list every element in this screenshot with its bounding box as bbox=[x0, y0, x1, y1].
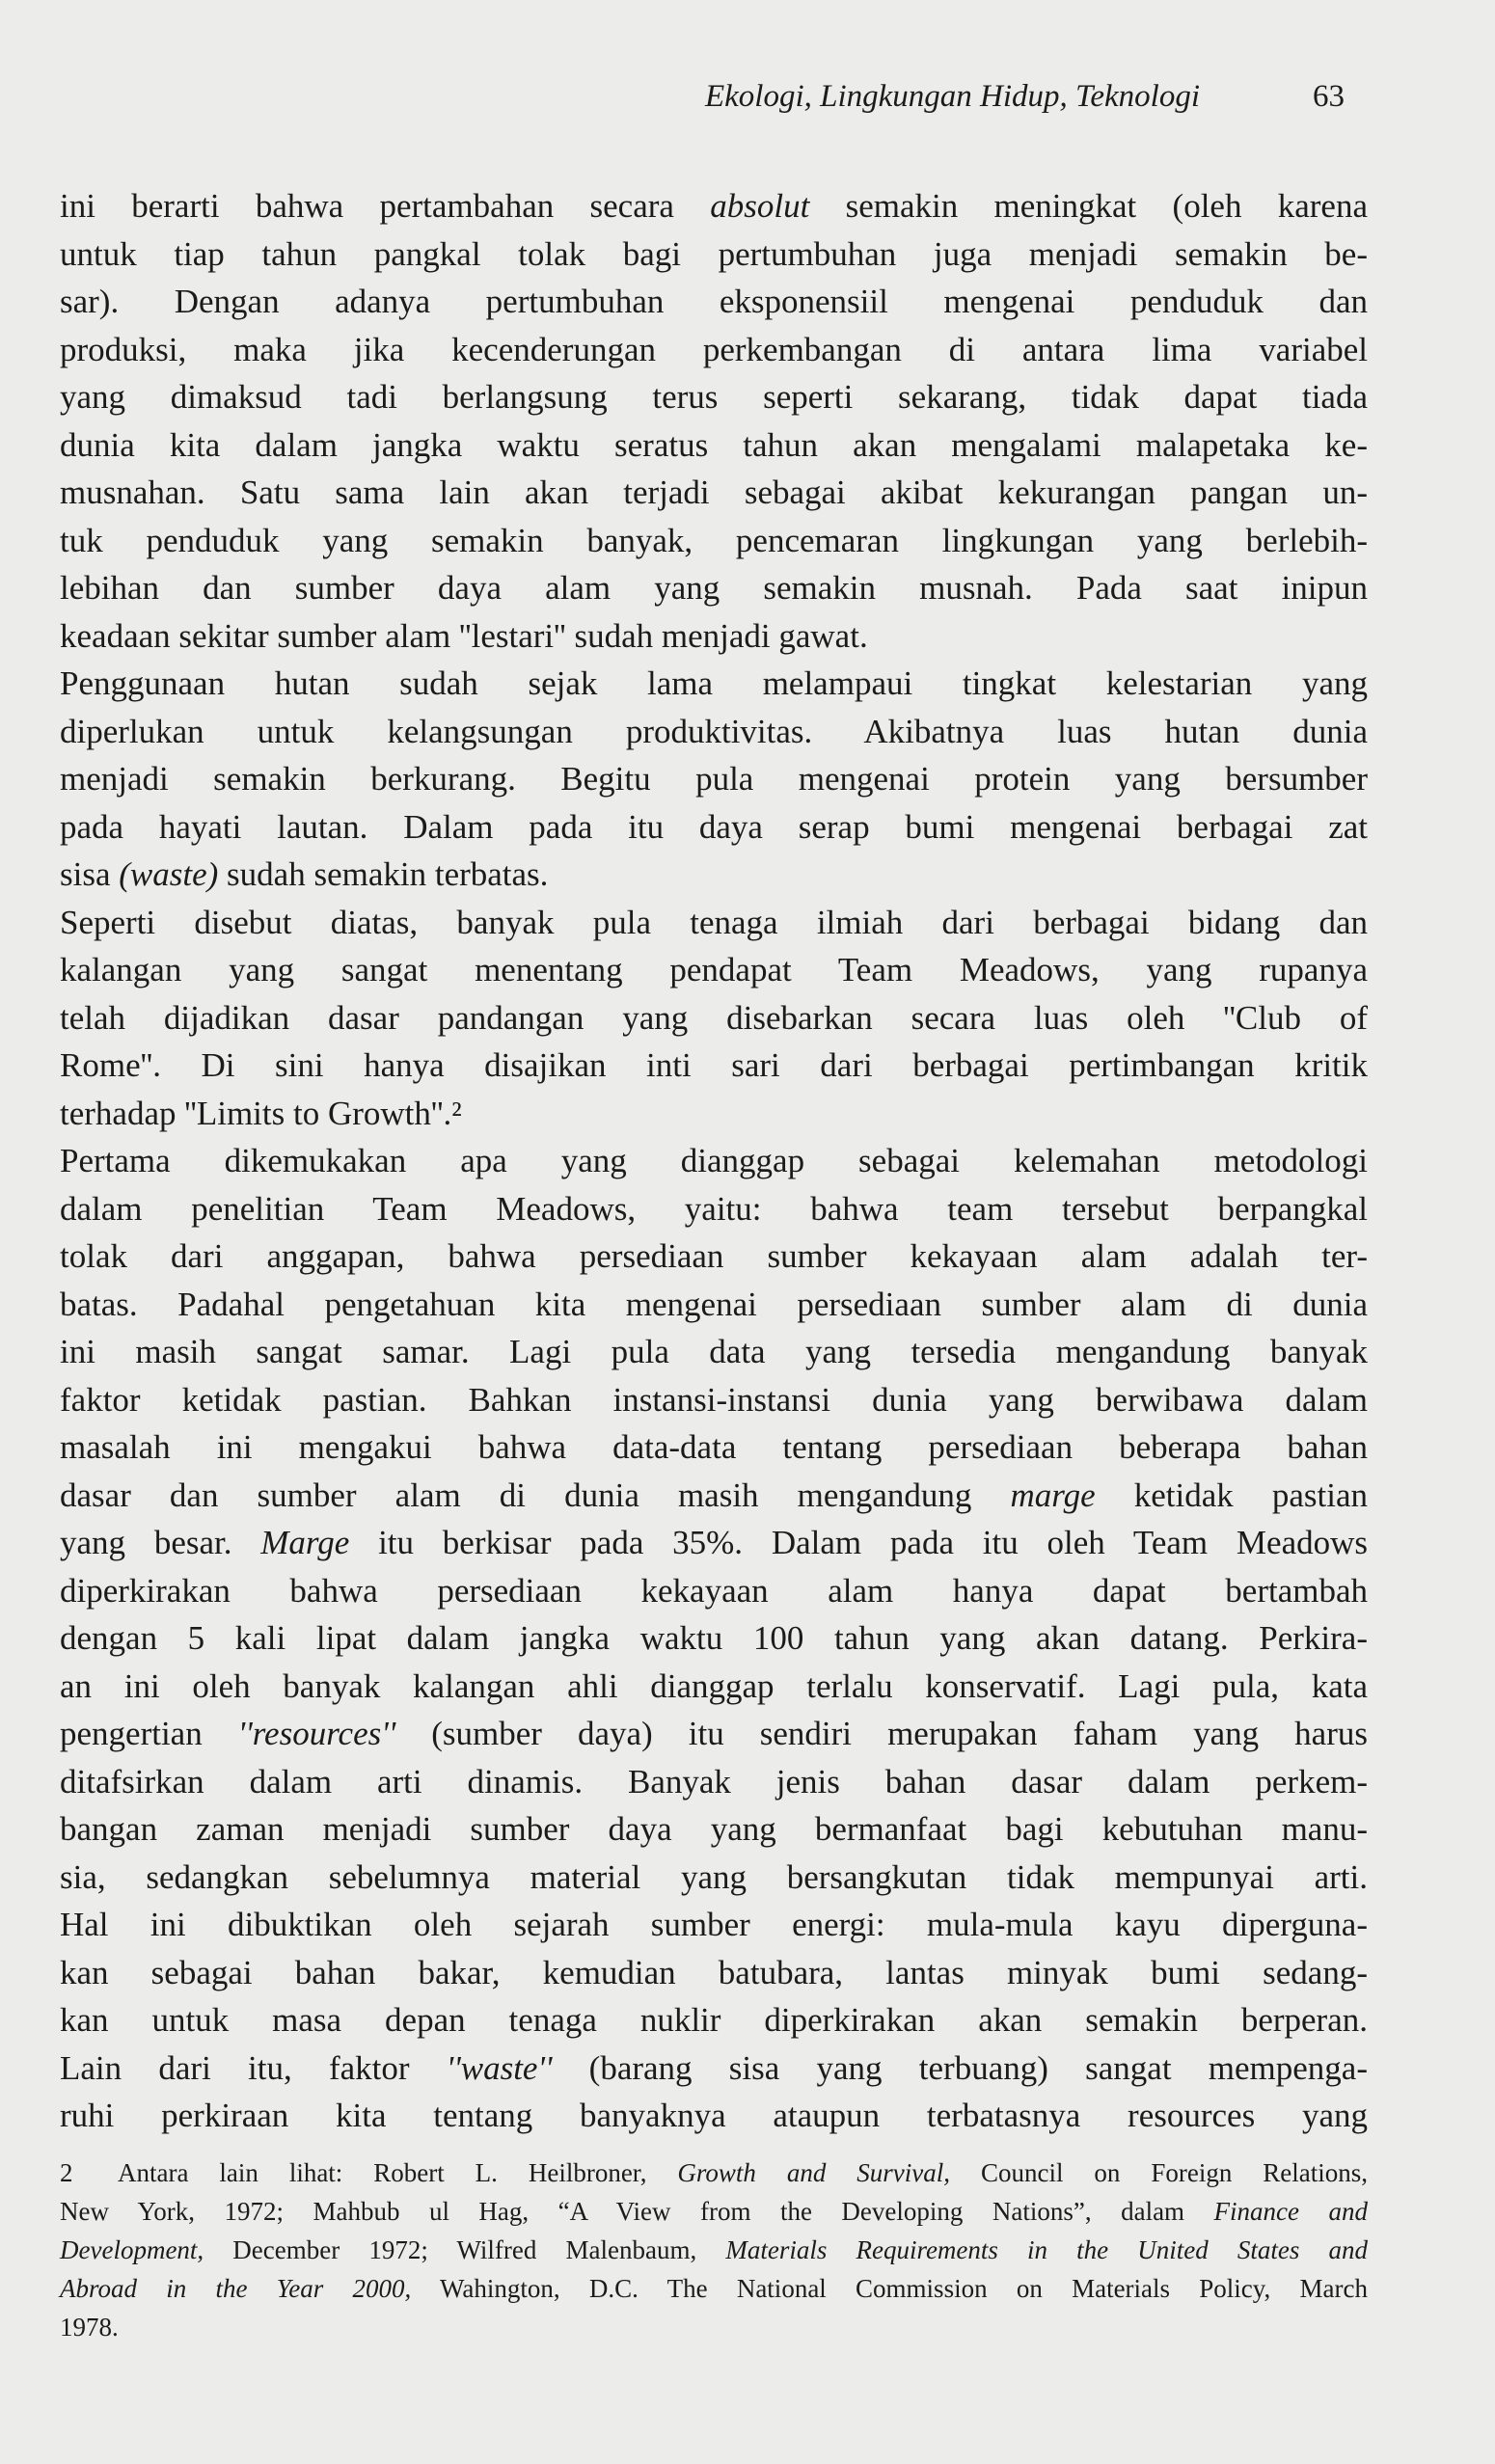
text-segment: Wahington, D.C. The National Commission on Materials Policy, March bbox=[411, 2274, 1368, 2303]
text-line bbox=[60, 2092, 1368, 2140]
text-line bbox=[60, 1090, 1368, 1138]
text-segment: itu berkisar pada 35%. Dalam pada itu oleh Team Meadows bbox=[349, 1524, 1368, 1561]
text-line bbox=[60, 2192, 1368, 2231]
text-segment: yang dimaksud tadi berlangsung terus seperti sekarang, tidak dapat tiada bbox=[60, 378, 1368, 416]
text-segment: New York, 1972; Mahbub ul Hag, “A View from the Developing Nations”, dalam bbox=[60, 2197, 1214, 2226]
text-line bbox=[60, 1758, 1368, 1806]
text-segment: telah dijadikan dasar pandangan yang disebarkan secara luas oleh ''Club of bbox=[60, 998, 1368, 1037]
text-line bbox=[60, 278, 1368, 326]
text-segment: sisa bbox=[60, 855, 120, 893]
text-segment: ruhi perkiraan kita tentang banyaknya ataupun terbatasnya resources yang bbox=[60, 2097, 1368, 2134]
text-segment: pengertian bbox=[60, 1715, 238, 1752]
italic-text: Abroad in the Year 2000, bbox=[60, 2274, 412, 2303]
italic-text: Development, bbox=[60, 2235, 204, 2264]
text-line bbox=[60, 851, 1368, 899]
text-line bbox=[60, 2153, 1368, 2192]
text-segment: an ini oleh banyak kalangan ahli dianggap terlalu konservatif. Lagi pula, kata bbox=[60, 1666, 1368, 1705]
text-segment: yang besar. bbox=[60, 1524, 261, 1561]
text-line bbox=[60, 373, 1368, 421]
text-segment: terhadap ''Limits to Growth''.² bbox=[60, 1094, 462, 1132]
text-segment: produksi, maka jika kecenderungan perkembangan di antara lima variabel bbox=[60, 330, 1368, 368]
text-segment: dunia kita dalam jangka waktu seratus tahun akan mengalami malapetaka ke- bbox=[60, 425, 1368, 464]
text-line bbox=[60, 1710, 1368, 1758]
text-segment: diperlukan untuk kelangsungan produktivitas. Akibatnya luas hutan dunia bbox=[60, 712, 1368, 750]
text-segment: dasar dan sumber alam di dunia masih mengandung bbox=[60, 1476, 1011, 1514]
text-line bbox=[60, 899, 1368, 947]
text-segment: dengan 5 kali lipat dalam jangka waktu 100 tahun yang akan datang. Perkira- bbox=[60, 1619, 1368, 1657]
text-segment: batas. Padahal pengetahuan kita mengenai persediaan sumber alam di dunia bbox=[60, 1285, 1368, 1323]
italic-text: Growth and Survival, bbox=[677, 2158, 951, 2187]
text-line bbox=[60, 2044, 1368, 2093]
text-segment: sudah semakin terbatas. bbox=[218, 855, 549, 893]
text-segment: dalam penelitian Team Meadows, yaitu: bahwa team tersebut berpangkal bbox=[60, 1189, 1368, 1228]
text-line bbox=[60, 1663, 1368, 1711]
text-segment: 1978. bbox=[60, 2313, 119, 2342]
text-line bbox=[60, 1472, 1368, 1520]
text-line bbox=[60, 1949, 1368, 1997]
text-segment: bangan zaman menjadi sumber daya yang bermanfaat bagi kebutuhan manu- bbox=[60, 1810, 1368, 1848]
text-line bbox=[60, 708, 1368, 756]
italic-text: (waste) bbox=[119, 855, 219, 893]
text-segment: Pertama dikemukakan apa yang dianggap sebagai kelemahan metodologi bbox=[60, 1142, 1368, 1179]
text-segment: tuk penduduk yang semakin banyak, pencemaran lingkungan yang berlebih- bbox=[60, 521, 1368, 559]
text-line bbox=[60, 755, 1368, 803]
text-segment: Antara lain lihat: Robert L. Heilbroner, bbox=[118, 2158, 678, 2187]
text-segment: musnahan. Satu sama lain akan terjadi sebagai akibat kekurangan pangan un- bbox=[60, 474, 1368, 511]
text-segment: kan untuk masa depan tenaga nuklir diperkirakan akan semakin berperan. bbox=[60, 2001, 1368, 2039]
page-header bbox=[0, 75, 1495, 118]
text-segment: keadaan sekitar sumber alam ''lestari'' sudah menjadi gawat. bbox=[60, 616, 868, 655]
text-line bbox=[60, 1901, 1368, 1949]
text-line bbox=[60, 1423, 1368, 1472]
text-line bbox=[60, 421, 1368, 470]
text-segment: Council on Foreign Relations, bbox=[950, 2158, 1368, 2187]
text-segment: Lain dari itu, faktor bbox=[60, 2048, 447, 2087]
text-line bbox=[60, 803, 1368, 852]
text-segment: menjadi semakin berkurang. Begitu pula mengenai protein yang bersumber bbox=[60, 760, 1368, 798]
text-line bbox=[60, 1854, 1368, 1902]
text-segment: ini masih sangat samar. Lagi pula data yang tersedia mengandung banyak bbox=[60, 1333, 1368, 1370]
text-line bbox=[60, 1137, 1368, 1185]
italic-text: Materials Requirements in the United States and bbox=[725, 2235, 1369, 2264]
text-line bbox=[60, 182, 1368, 230]
text-line bbox=[60, 2308, 1368, 2346]
text-segment: ini berarti bahwa pertambahan secara bbox=[60, 187, 711, 225]
italic-text: ''waste'' bbox=[446, 2048, 553, 2087]
text-segment: pada hayati lautan. Dalam pada itu daya serap bumi mengenai berbagai zat bbox=[60, 807, 1368, 846]
text-segment: diperkirakan bahwa persediaan kekayaan alam hanya dapat bertambah bbox=[60, 1571, 1368, 1610]
text-line bbox=[60, 469, 1368, 517]
text-segment: Rome''. Di sini hanya disajikan inti sari dari berbagai pertimbangan kritik bbox=[60, 1046, 1368, 1084]
text-line bbox=[60, 326, 1368, 374]
text-line bbox=[60, 1185, 1368, 1233]
italic-text: marge bbox=[1010, 1476, 1096, 1514]
italic-text: absolut bbox=[710, 187, 810, 225]
text-line bbox=[60, 660, 1368, 708]
italic-text: Finance and bbox=[1213, 2197, 1368, 2226]
text-segment: Hal ini dibuktikan oleh sejarah sumber energi: mula-mula kayu diperguna- bbox=[60, 1906, 1368, 1943]
italic-text: Marge bbox=[260, 1524, 350, 1561]
text-segment: untuk tiap tahun pangkal tolak bagi pertumbuhan juga menjadi semakin be- bbox=[60, 234, 1368, 273]
text-line bbox=[60, 517, 1368, 565]
text-line bbox=[60, 2269, 1368, 2308]
text-line bbox=[60, 994, 1368, 1042]
text-segment: ditafsirkan dalam arti dinamis. Banyak jenis bahan dasar dalam perkem- bbox=[60, 1762, 1368, 1801]
running-title: Ekologi, Lingkungan Hidup, Teknologi bbox=[704, 79, 1200, 114]
text-segment: (sumber daya) itu sendiri merupakan faham yang harus bbox=[395, 1715, 1368, 1752]
footnote bbox=[60, 2153, 1368, 2346]
text-segment: lebihan dan sumber daya alam yang semakin musnah. Pada saat inipun bbox=[60, 569, 1368, 607]
body-text bbox=[60, 182, 1368, 2140]
text-segment: faktor ketidak pastian. Bahkan instansi-instansi dunia yang berwibawa dalam bbox=[60, 1380, 1368, 1419]
text-line bbox=[60, 1376, 1368, 1424]
text-segment: semakin meningkat (oleh karena bbox=[809, 187, 1368, 225]
text-line bbox=[60, 612, 1368, 661]
text-line bbox=[60, 1614, 1368, 1663]
text-segment: masalah ini mengakui bahwa data-data tentang persediaan beberapa bahan bbox=[60, 1428, 1368, 1466]
text-segment: sia, sedangkan sebelumnya material yang bersangkutan tidak mempunyai arti. bbox=[60, 1857, 1368, 1896]
text-segment: (barang sisa yang terbuang) sangat mempenga- bbox=[552, 2048, 1368, 2087]
text-line bbox=[60, 1519, 1368, 1567]
text-segment: December 1972; Wilfred Malenbaum, bbox=[204, 2235, 726, 2264]
text-segment: Penggunaan hutan sudah sejak lama melampaui tingkat kelestarian yang bbox=[60, 664, 1368, 702]
text-line bbox=[60, 1567, 1368, 1615]
text-segment: kalangan yang sangat menentang pendapat Team Meadows, yang rupanya bbox=[60, 951, 1368, 988]
italic-text: ''resources'' bbox=[237, 1715, 396, 1752]
text-segment: kan sebagai bahan bakar, kemudian batubara, lantas minyak bumi sedang- bbox=[60, 1953, 1368, 1991]
text-segment: Seperti disebut diatas, banyak pula tenaga ilmiah dari berbagai bidang dan bbox=[60, 903, 1368, 941]
text-segment: ketidak pastian bbox=[1095, 1476, 1369, 1514]
text-line bbox=[60, 564, 1368, 612]
text-line bbox=[60, 946, 1368, 994]
footnote-number: 2 bbox=[60, 2158, 73, 2187]
text-line bbox=[60, 1042, 1368, 1090]
text-line bbox=[60, 1996, 1368, 2044]
text-line bbox=[60, 1328, 1368, 1376]
page-number: 63 bbox=[1313, 79, 1345, 114]
text-line bbox=[60, 230, 1368, 279]
text-line bbox=[60, 1281, 1368, 1329]
text-segment: sar). Dengan adanya pertumbuhan eksponensiil mengenai penduduk dan bbox=[60, 283, 1368, 320]
text-line bbox=[60, 2231, 1368, 2269]
text-line bbox=[60, 1805, 1368, 1854]
text-segment: tolak dari anggapan, bahwa persediaan sumber kekayaan alam adalah ter- bbox=[60, 1237, 1368, 1275]
text-line bbox=[60, 1232, 1368, 1281]
